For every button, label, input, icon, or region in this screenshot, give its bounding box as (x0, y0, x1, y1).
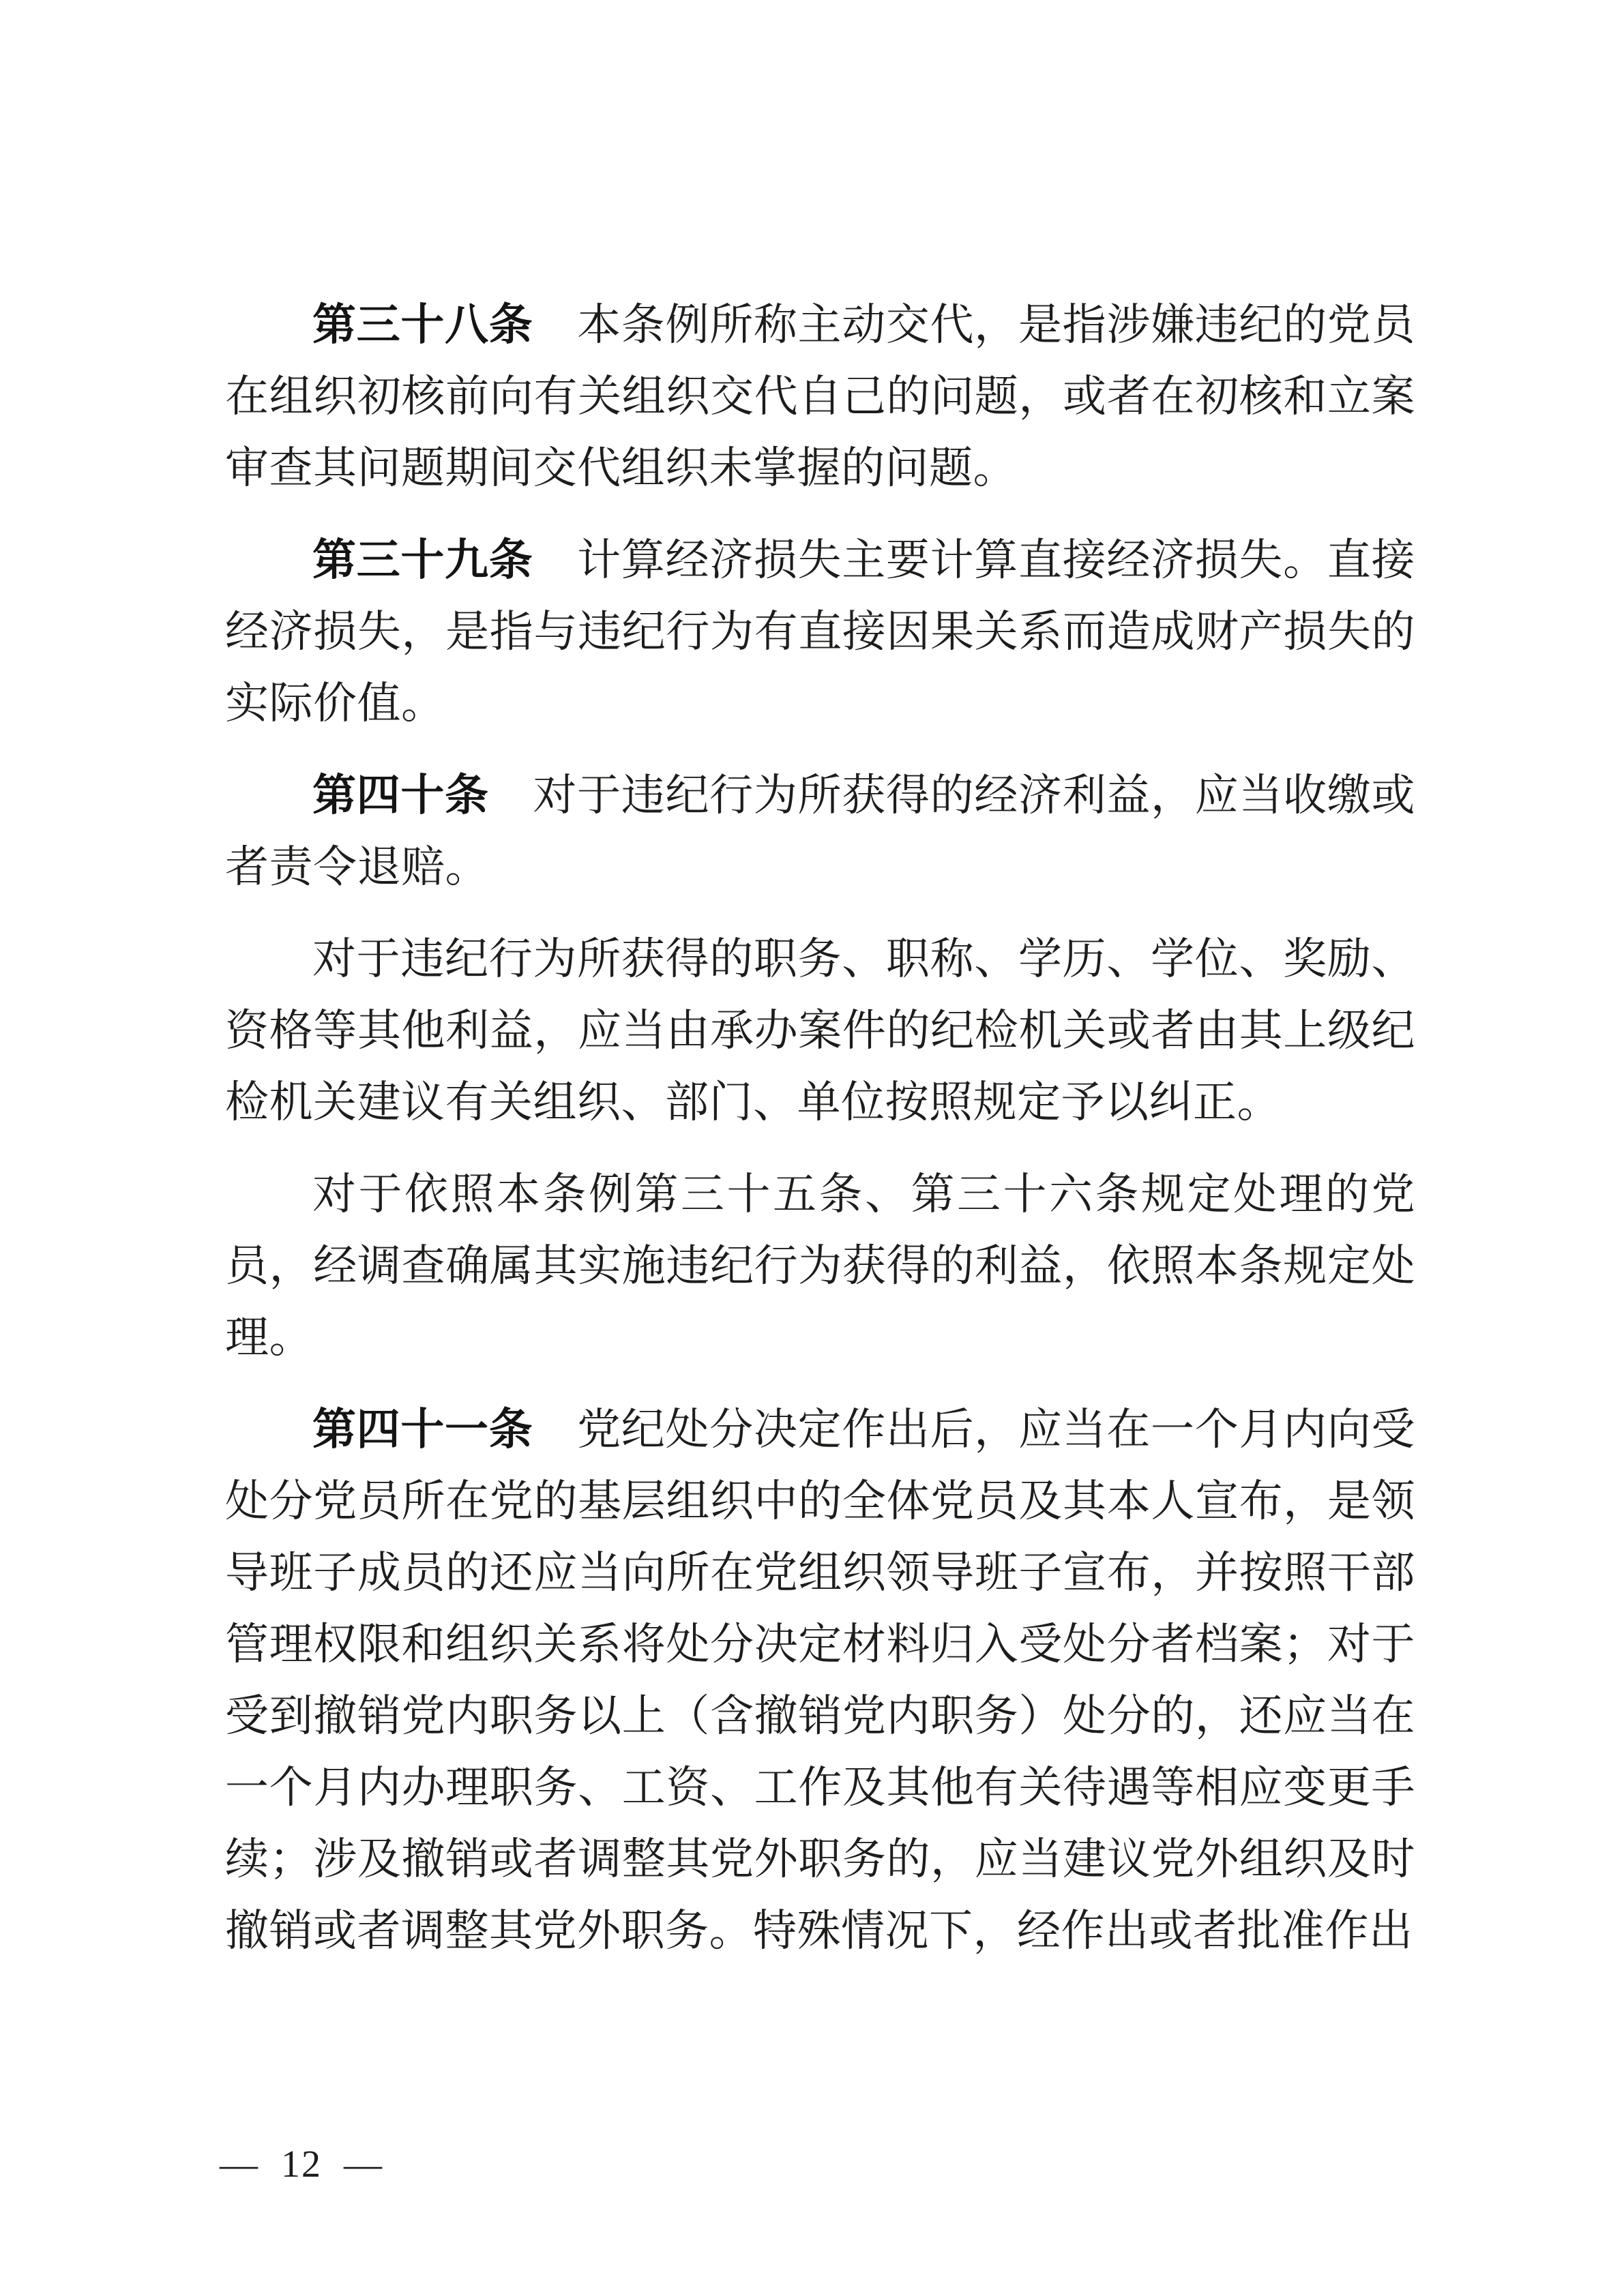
article-40-continuation-2-text: 对于依照本条例第三十五条、第三十六条规定处理的党员，经调查确属其实施违纪行为获得的利益，依照本条规定处理。 (225, 1170, 1415, 1362)
article-38-text: 本条例所称主动交代，是指涉嫌违纪的党员在组织初核前向有关组织交代自己的问题，或者在初核和立案审查其问题期间交代组织未掌握的问题。 (225, 301, 1415, 492)
article-41-text: 党纪处分决定作出后，应当在一个月内向受处分党员所在党的基层组织中的全体党员及其本人宣布，是领导班子成员的还应当向所在党组织领导班子宣布，并按照干部管理权限和组织关系将处分决定材料归入受处分者档案；对于受到撤销党内职务以上（含撤销党内职务）处分的，还应当在一个月内办理职务、工资、工作及其他有关待遇等相应变更手续；涉及撤销或者调整其党外职务的，应当建议党外组织及时撤销或者调整其党外职务。特殊情况下，经作出或者批准作出 (225, 1405, 1415, 1955)
document-body (225, 289, 1415, 1967)
article-39-text: 计算经济损失主要计算直接经济损失。直接经济损失，是指与违纪行为有直接因果关系而造成财产损失的实际价值。 (225, 536, 1415, 728)
article-39-number: 第三十九条 (312, 536, 533, 584)
article-40-continuation-1 (225, 923, 1415, 1138)
article-40-paragraph (225, 760, 1415, 903)
article-39-paragraph (225, 524, 1415, 739)
article-41-number: 第四十一条 (312, 1405, 533, 1454)
article-40-continuation-1-text: 对于违纪行为所获得的职务、职称、学历、学位、奖励、资格等其他利益，应当由承办案件的纪检机关或者由其上级纪检机关建议有关组织、部门、单位按照规定予以纠正。 (225, 935, 1415, 1127)
article-38-paragraph (225, 289, 1415, 504)
article-40-number: 第四十条 (312, 771, 489, 820)
page-number: — 12 — (220, 2143, 383, 2186)
article-38-number: 第三十八条 (312, 301, 533, 349)
article-40-text: 对于违纪行为所获得的经济利益，应当收缴或者责令退赔。 (225, 771, 1415, 891)
article-40-continuation-2 (225, 1159, 1415, 1373)
article-41-paragraph (225, 1394, 1415, 1967)
